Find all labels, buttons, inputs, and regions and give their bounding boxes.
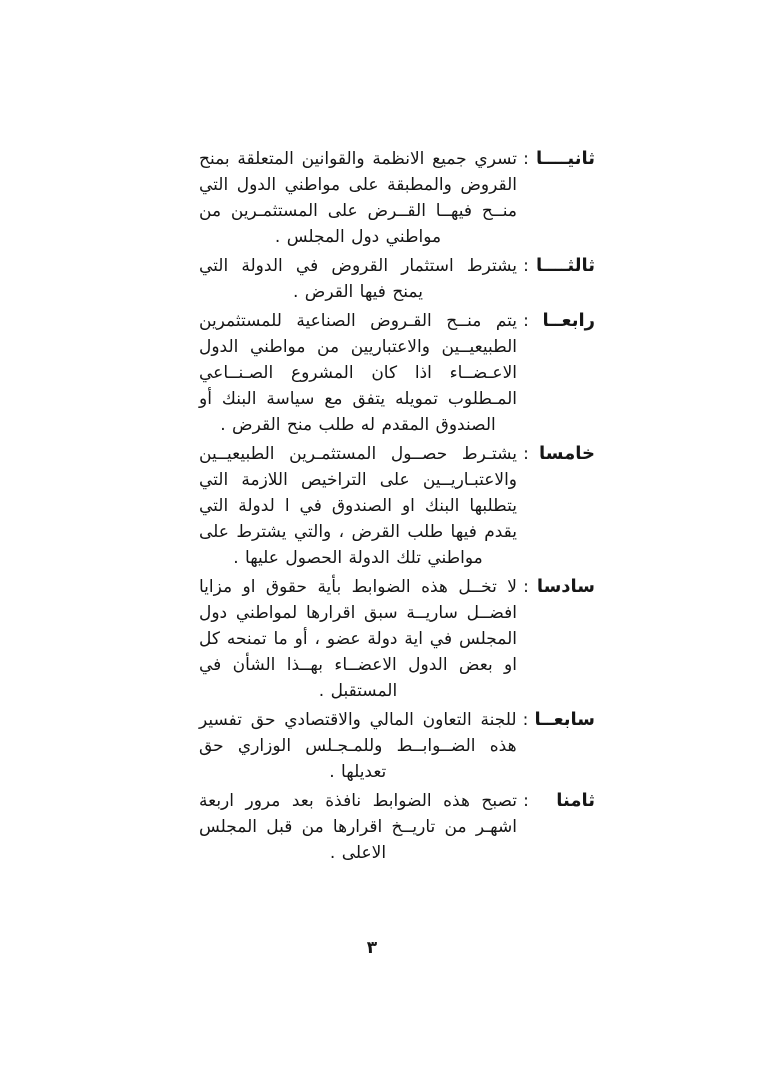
item-text: تسري جميع الانظمة والقوانين المتعلقة بمنح القروض والمطبقة على مواطني الدول التي منــح فيهــا القــرض على المستثمـرين من مواطني دول المجلس . bbox=[199, 149, 517, 247]
item-ordinal-label: خامسا bbox=[539, 443, 595, 464]
list-item bbox=[199, 707, 595, 785]
item-text: يشتـرط حصــول المستثمـرين الطبيعيــين والاعتبـاريــين على التراخيص اللازمة التي يتطلبها البنك او الصندوق في ا لدولة التي يقدم فيها طلب القرض ، والتي يشترط على مواطني تلك الدولة الحصول عليها . bbox=[199, 444, 517, 568]
item-text: يشترط استثمار القروض في الدولة التي يمنح فيها القرض . bbox=[199, 256, 517, 302]
item-ordinal-label: سادسا bbox=[536, 576, 595, 597]
page-number: ٣ bbox=[366, 938, 378, 958]
item-separator: : bbox=[523, 791, 529, 811]
list-item bbox=[199, 574, 595, 704]
list-item bbox=[199, 146, 595, 250]
item-text: تصبح هذه الضوابط نافذة بعد مرور اربعة اشهـر من تاريــخ اقرارها من قبل المجلس الاعلى . bbox=[199, 791, 517, 863]
list-item bbox=[199, 308, 595, 438]
ordinance-clauses-list bbox=[199, 146, 595, 869]
item-separator: : bbox=[523, 149, 529, 169]
item-separator: : bbox=[523, 311, 529, 331]
list-item bbox=[199, 441, 595, 571]
list-item bbox=[199, 788, 595, 866]
item-text: يتم منــح القـروض الصناعية للمستثمرين الطبيعيــين والاعتباريين من مواطني الدول الاعـضــاء اذا كان المشروع الصـنــاعي المـطلوب تمويله يتفق مع سياسة البنك أو الصندوق المقدم له طلب منح القرض . bbox=[199, 311, 517, 435]
item-separator: : bbox=[522, 710, 529, 730]
item-ordinal-label: ثامنا bbox=[556, 790, 595, 811]
item-ordinal-label: ثالثــــا bbox=[536, 255, 595, 276]
list-item bbox=[199, 253, 595, 305]
item-ordinal-label: سابعــا bbox=[534, 709, 595, 730]
item-separator: : bbox=[523, 577, 529, 597]
item-text: للجنة التعاون المالي والاقتصادي حق تفسير هذه الضــوابــط وللمـجـلس الوزاري حق تعديلها . bbox=[199, 710, 517, 782]
item-separator: : bbox=[523, 256, 529, 276]
item-ordinal-label: ثانيــــا bbox=[536, 148, 595, 169]
item-text: لا تخــل هذه الضوابط بأية حقوق او مزايا افضــل ساريــة سبق اقرارها لمواطني دول المجلس في اية دولة عضو ، أو ما تمنحه كل او بعض الدول الاعضــاء بهــذا الشأن في المستقبل . bbox=[199, 577, 517, 701]
item-separator: : bbox=[523, 444, 529, 464]
item-ordinal-label: رابعــا bbox=[542, 310, 595, 331]
